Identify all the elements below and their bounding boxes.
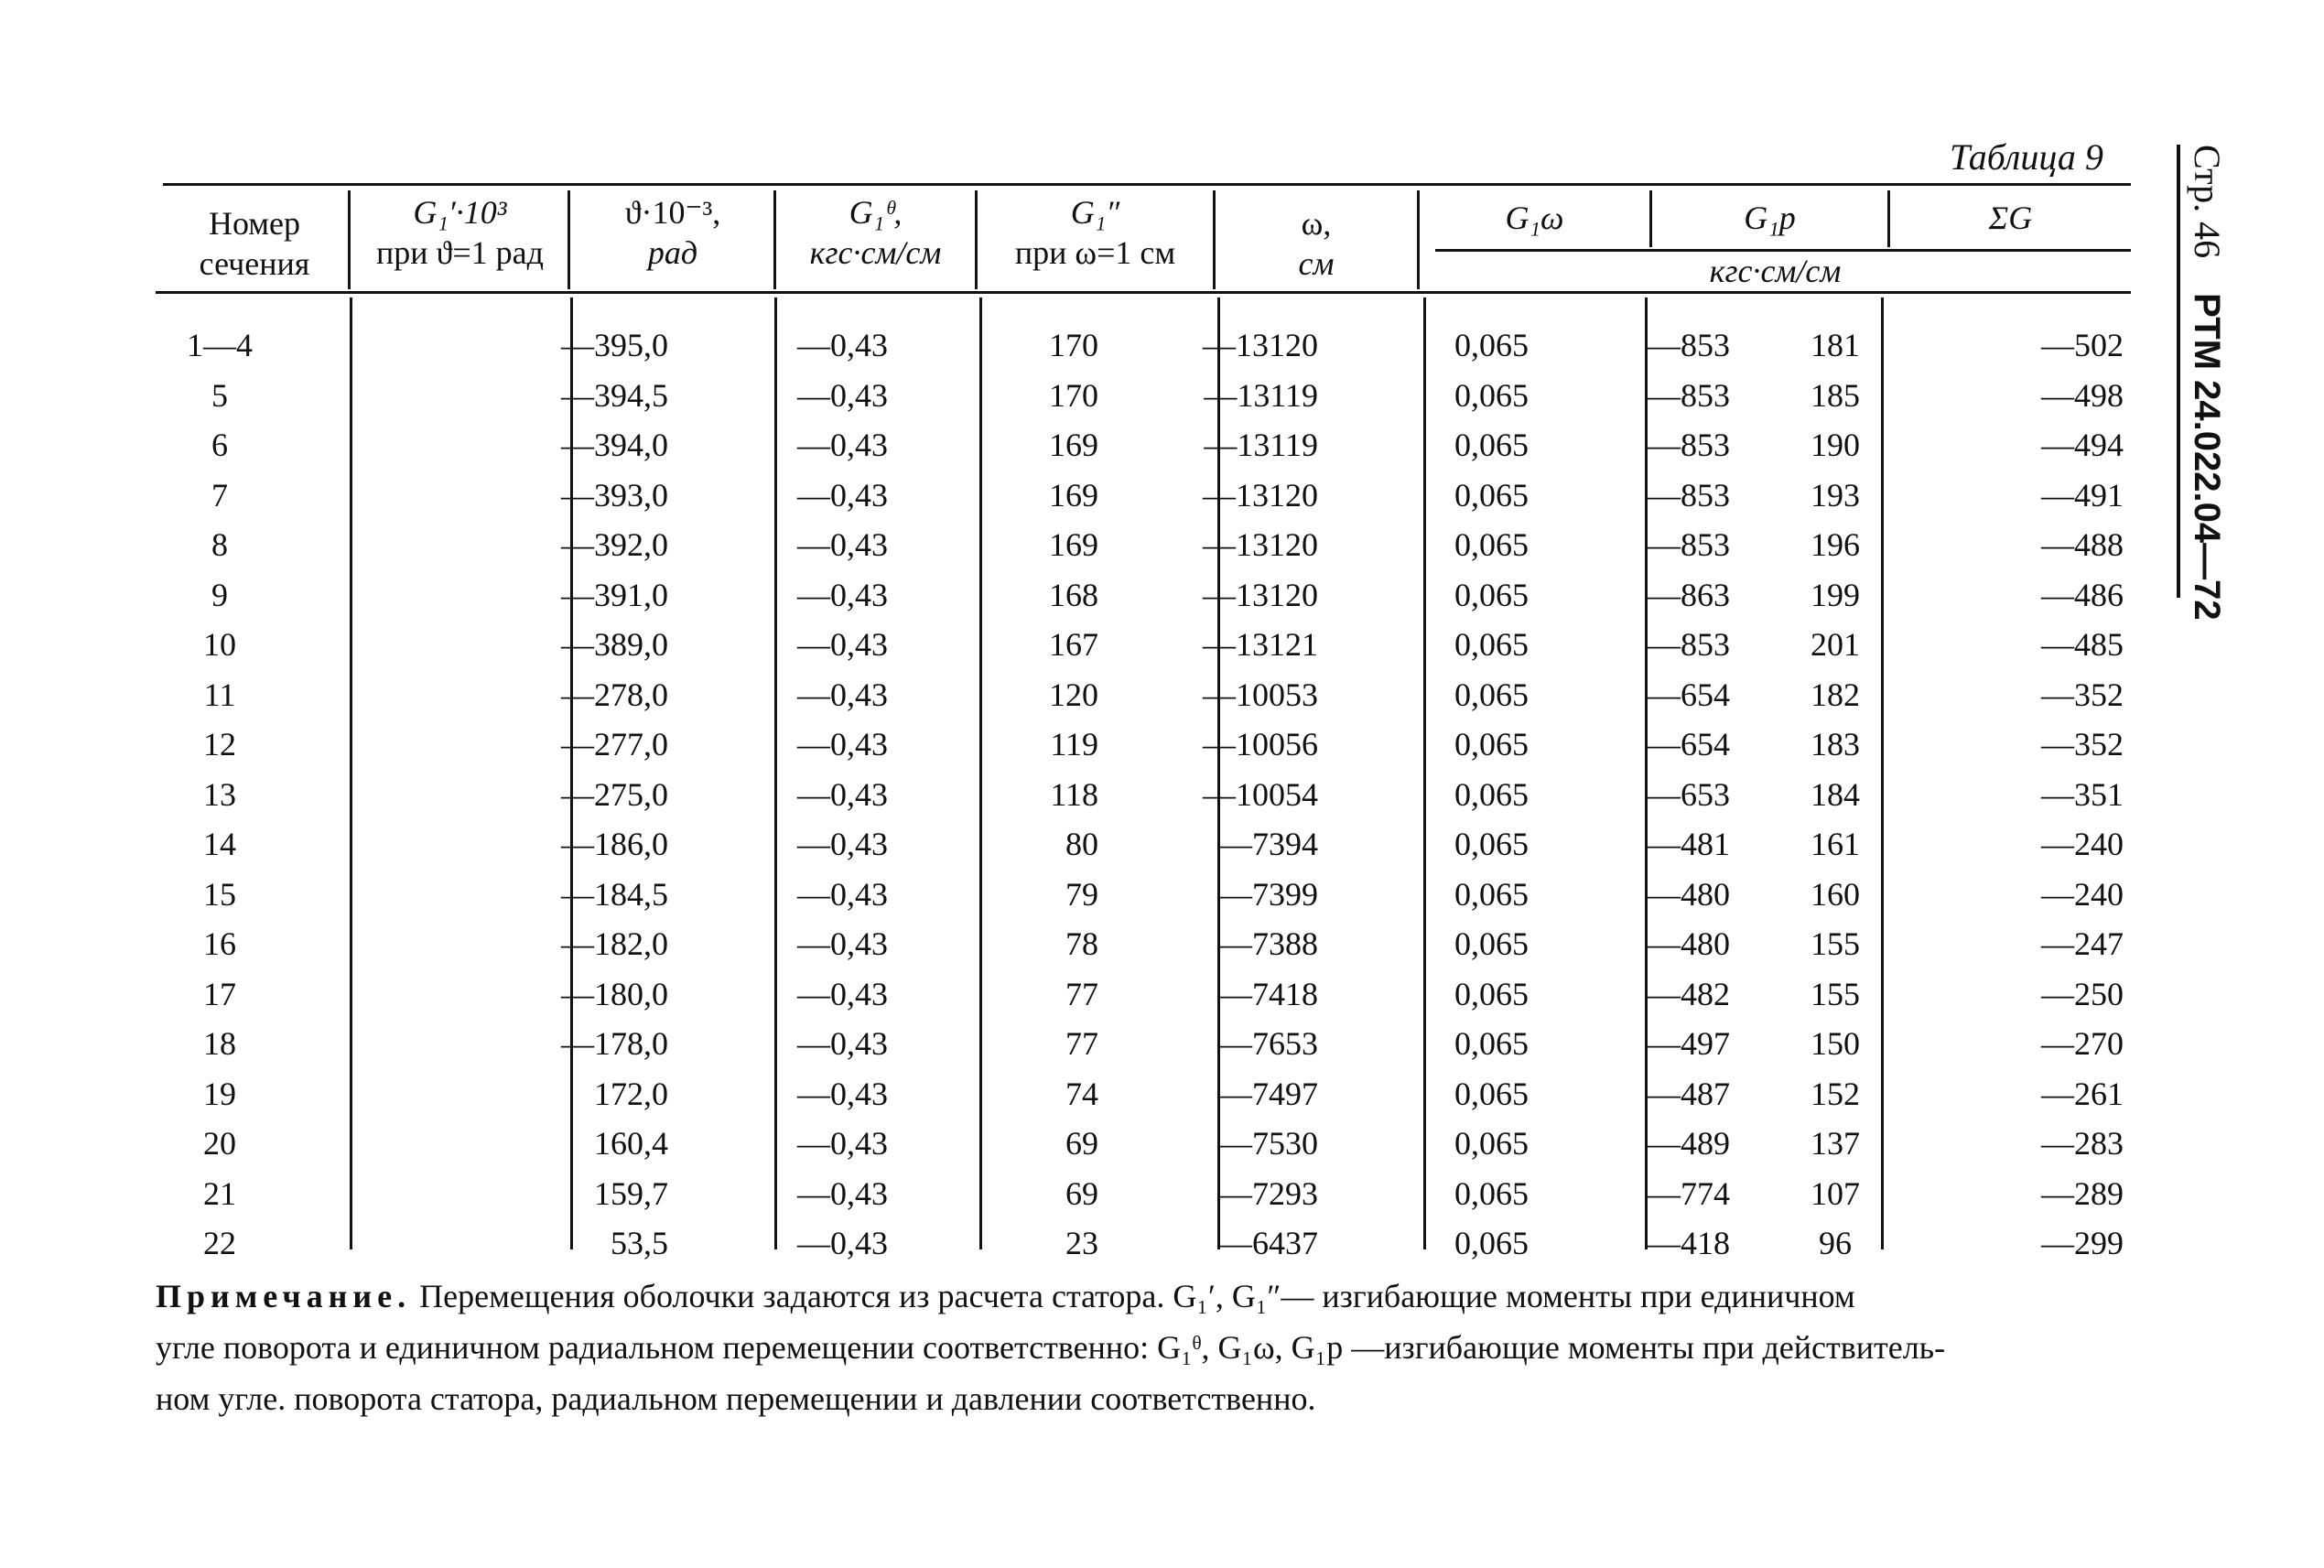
cell-theta: —0,43 <box>797 1125 888 1162</box>
header-g1-p: G₁p <box>1744 200 1796 236</box>
cell-g1-theta: 80 <box>1065 826 1098 862</box>
cell-section-number: 8 <box>211 526 228 563</box>
cell-g1-omega: —489 <box>1648 1125 1730 1162</box>
cell-g1-prime: —186,0 <box>561 826 668 862</box>
cell-g1-p: 199 <box>1811 576 1860 613</box>
cell-g1-theta: 170 <box>1049 327 1098 363</box>
cell-g1-p: 152 <box>1811 1075 1860 1112</box>
cell-g1-prime: 159,7 <box>594 1174 668 1212</box>
header-g1-theta-line2: кгс·см/см <box>809 234 942 271</box>
cell-omega: 0,065 <box>1454 826 1529 862</box>
header-section-number-line2: сечения <box>199 245 310 282</box>
cell-theta: —0,43 <box>797 1075 888 1112</box>
cell-g1-double-prime: —10053 <box>1203 676 1318 713</box>
cell-g1-double-prime: —13120 <box>1203 576 1318 613</box>
cell-theta: —0,43 <box>797 925 888 962</box>
cell-sum-g: —486 <box>2041 576 2124 613</box>
cell-omega: 0,065 <box>1454 1025 1529 1062</box>
cell-g1-prime: 160,4 <box>594 1125 668 1162</box>
footnote <box>156 1271 2124 1424</box>
cell-omega: 0,065 <box>1454 1125 1529 1162</box>
table-row <box>156 320 2124 370</box>
cell-section-number: 18 <box>203 1025 236 1062</box>
cell-g1-omega: —653 <box>1648 775 1730 813</box>
cell-g1-double-prime: —13120 <box>1203 327 1318 363</box>
cell-sum-g: —283 <box>2041 1125 2124 1162</box>
header-g1-theta-line1: G₁ᶿ, <box>849 194 903 231</box>
cell-g1-theta: 169 <box>1049 476 1098 514</box>
cell-g1-prime: —389,0 <box>561 626 668 663</box>
cell-theta: —0,43 <box>797 676 888 713</box>
cell-g1-p: 161 <box>1811 826 1860 862</box>
cell-g1-prime: —184,5 <box>561 875 668 913</box>
cell-g1-double-prime: —13121 <box>1203 626 1318 663</box>
cell-g1-omega: —482 <box>1648 975 1730 1012</box>
footnote-lead: Примечание. <box>156 1278 412 1314</box>
cell-g1-theta: 77 <box>1065 1025 1098 1062</box>
cell-theta: —0,43 <box>797 327 888 363</box>
cell-g1-double-prime: —7293 <box>1219 1174 1318 1212</box>
header-units-span: кгс·см/см <box>1709 253 1842 289</box>
cell-section-number: 10 <box>203 626 236 663</box>
cell-omega: 0,065 <box>1454 626 1529 663</box>
cell-sum-g: —352 <box>2041 676 2124 713</box>
cell-g1-prime: —277,0 <box>561 726 668 762</box>
table-row <box>156 620 2124 669</box>
cell-omega: 0,065 <box>1454 576 1529 613</box>
cell-sum-g: —261 <box>2041 1075 2124 1112</box>
cell-g1-omega: —853 <box>1648 626 1730 663</box>
cell-section-number: 14 <box>203 826 236 862</box>
hdr-vline-2 <box>567 190 570 289</box>
cell-theta: —0,43 <box>797 875 888 913</box>
cell-theta: —0,43 <box>797 775 888 813</box>
cell-g1-prime: —394,0 <box>561 427 668 463</box>
cell-g1-p: 185 <box>1811 376 1860 414</box>
cell-g1-prime: —275,0 <box>561 775 668 813</box>
cell-section-number: 7 <box>211 476 228 514</box>
cell-theta: —0,43 <box>797 975 888 1012</box>
cell-g1-theta: 69 <box>1065 1125 1098 1162</box>
cell-section-number: 13 <box>203 775 236 813</box>
table-row <box>156 870 2124 919</box>
cell-theta: —0,43 <box>797 476 888 514</box>
cell-g1-p: 181 <box>1811 327 1860 363</box>
header-g1-theta <box>776 192 975 273</box>
cell-g1-prime: —393,0 <box>561 476 668 514</box>
cell-omega: 0,065 <box>1454 427 1529 463</box>
table-caption: Таблица 9 <box>1950 136 2103 178</box>
cell-theta: —0,43 <box>797 1025 888 1062</box>
header-omega-line2: см <box>1298 245 1335 282</box>
table-row <box>156 719 2124 769</box>
header-bottom-rule <box>156 291 2131 294</box>
cell-g1-omega: —418 <box>1648 1225 1730 1261</box>
cell-g1-p: 96 <box>1819 1225 1852 1261</box>
footnote-line-2: угле поворота и единичном радиальном перемещении соответственно: G₁ᶿ, G₁ω, G₁p —изгибающие моменты при действитель- <box>156 1329 1946 1366</box>
cell-g1-p: 107 <box>1811 1174 1860 1212</box>
cell-g1-p: 184 <box>1811 775 1860 813</box>
cell-omega: 0,065 <box>1454 327 1529 363</box>
cell-g1-omega: —497 <box>1648 1025 1730 1062</box>
cell-g1-theta: 74 <box>1065 1075 1098 1112</box>
cell-g1-omega: —853 <box>1648 476 1730 514</box>
cell-omega: 0,065 <box>1454 376 1529 414</box>
cell-theta: —0,43 <box>797 576 888 613</box>
cell-sum-g: —240 <box>2041 875 2124 913</box>
cell-section-number: 1—4 <box>187 327 253 363</box>
cell-g1-omega: —853 <box>1648 526 1730 563</box>
header-section-number <box>163 203 346 284</box>
cell-g1-omega: —487 <box>1648 1075 1730 1112</box>
cell-g1-double-prime: —13120 <box>1203 476 1318 514</box>
cell-sum-g: —494 <box>2041 427 2124 463</box>
cell-omega: 0,065 <box>1454 875 1529 913</box>
footnote-line-1 <box>156 1271 2124 1322</box>
cell-g1-omega: —853 <box>1648 427 1730 463</box>
cell-theta: —0,43 <box>797 626 888 663</box>
cell-g1-double-prime: —10054 <box>1203 775 1318 813</box>
cell-section-number: 6 <box>211 427 228 463</box>
table-row <box>156 470 2124 520</box>
cell-g1-p: 193 <box>1811 476 1860 514</box>
cell-g1-double-prime: —7653 <box>1219 1025 1318 1062</box>
table-row <box>156 670 2124 719</box>
cell-section-number: 5 <box>211 376 228 414</box>
cell-g1-p: 137 <box>1811 1125 1860 1162</box>
cell-g1-prime: —278,0 <box>561 676 668 713</box>
cell-omega: 0,065 <box>1454 676 1529 713</box>
cell-g1-theta: 119 <box>1050 726 1098 762</box>
cell-g1-prime: —178,0 <box>561 1025 668 1062</box>
cell-g1-theta: 77 <box>1065 975 1098 1012</box>
cell-g1-p: 196 <box>1811 526 1860 563</box>
hdr-vline-1 <box>348 190 351 289</box>
cell-g1-omega: —774 <box>1648 1174 1730 1212</box>
cell-section-number: 17 <box>203 975 236 1012</box>
cell-g1-omega: —853 <box>1648 327 1730 363</box>
cell-g1-double-prime: —7399 <box>1219 875 1318 913</box>
cell-g1-theta: 167 <box>1049 626 1098 663</box>
cell-g1-prime: —180,0 <box>561 975 668 1012</box>
cell-g1-omega: —654 <box>1648 726 1730 762</box>
cell-omega: 0,065 <box>1454 925 1529 962</box>
cell-omega: 0,065 <box>1454 526 1529 563</box>
cell-g1-double-prime: —6437 <box>1219 1225 1318 1261</box>
cell-sum-g: —240 <box>2041 826 2124 862</box>
header-omega-line1: ω, <box>1301 205 1332 242</box>
header-g1-prime <box>352 192 567 273</box>
cell-g1-p: 183 <box>1811 726 1860 762</box>
cell-section-number: 22 <box>203 1225 236 1261</box>
footnote-line-3: ном угле. поворота статора, радиальном перемещении и давлении соответственно. <box>156 1380 1316 1417</box>
cell-g1-double-prime: —7394 <box>1219 826 1318 862</box>
header-sum-g: ΣG <box>1988 200 2033 236</box>
header-theta-line2: рад <box>647 234 698 271</box>
cell-g1-prime: —392,0 <box>561 526 668 563</box>
cell-g1-theta: 169 <box>1049 427 1098 463</box>
cell-g1-double-prime: —10056 <box>1203 726 1318 762</box>
table-row <box>156 1069 2124 1119</box>
header-g1-prime-line1: G₁′·10³ <box>413 194 507 231</box>
cell-sum-g: —502 <box>2041 327 2124 363</box>
cell-g1-omega: —654 <box>1648 676 1730 713</box>
cell-g1-double-prime: —13119 <box>1204 427 1318 463</box>
cell-g1-double-prime: —7497 <box>1219 1075 1318 1112</box>
page-number: Стр. 46 <box>2187 145 2228 259</box>
header-g1-prime-line2: при ϑ=1 рад <box>376 234 544 271</box>
cell-omega: 0,065 <box>1454 1075 1529 1112</box>
cell-g1-theta: 118 <box>1050 775 1098 813</box>
table-row <box>156 969 2124 1019</box>
cell-g1-double-prime: —7418 <box>1219 975 1318 1012</box>
table-row <box>156 570 2124 620</box>
table-row <box>156 1119 2124 1168</box>
top-rule <box>163 183 2131 186</box>
table-row <box>156 420 2124 470</box>
table-row <box>156 1218 2124 1268</box>
cell-sum-g: —289 <box>2041 1174 2124 1212</box>
cell-theta: —0,43 <box>797 427 888 463</box>
table-row <box>156 919 2124 968</box>
header-g1-double-prime-line2: при ω=1 см <box>1014 234 1176 271</box>
cell-section-number: 15 <box>203 875 236 913</box>
cell-g1-omega: —480 <box>1648 925 1730 962</box>
cell-omega: 0,065 <box>1454 975 1529 1012</box>
cell-sum-g: —485 <box>2041 626 2124 663</box>
table-row <box>156 819 2124 869</box>
cell-g1-theta: 79 <box>1065 875 1098 913</box>
cell-sum-g: —270 <box>2041 1025 2124 1062</box>
cell-theta: —0,43 <box>797 526 888 563</box>
cell-theta: —0,43 <box>797 376 888 414</box>
cell-g1-theta: 69 <box>1065 1174 1098 1212</box>
header-g1-omega: G₁ω <box>1505 200 1564 236</box>
cell-g1-prime: 172,0 <box>594 1075 668 1112</box>
cell-section-number: 11 <box>203 676 236 713</box>
cell-omega: 0,065 <box>1454 775 1529 813</box>
cell-g1-prime: —182,0 <box>561 925 668 962</box>
header-section-number-line1: Номер <box>208 205 301 242</box>
cell-g1-theta: 169 <box>1049 526 1098 563</box>
table-row <box>156 371 2124 420</box>
cell-sum-g: —351 <box>2041 775 2124 813</box>
cell-g1-omega: —863 <box>1648 576 1730 613</box>
cell-g1-double-prime: —7530 <box>1219 1125 1318 1162</box>
cell-g1-p: 182 <box>1811 676 1860 713</box>
cell-g1-p: 160 <box>1811 875 1860 913</box>
cell-g1-omega: —480 <box>1648 875 1730 913</box>
cell-sum-g: —488 <box>2041 526 2124 563</box>
cell-g1-theta: 168 <box>1049 576 1098 613</box>
cell-section-number: 19 <box>203 1075 236 1112</box>
cell-g1-prime: 53,5 <box>611 1225 668 1261</box>
cell-g1-theta: 170 <box>1049 376 1098 414</box>
cell-sum-g: —352 <box>2041 726 2124 762</box>
cell-g1-prime: —391,0 <box>561 576 668 613</box>
cell-sum-g: —491 <box>2041 476 2124 514</box>
table-row <box>156 1169 2124 1218</box>
cell-g1-p: 190 <box>1811 427 1860 463</box>
cell-omega: 0,065 <box>1454 1174 1529 1212</box>
cell-theta: —0,43 <box>797 1225 888 1261</box>
cell-sum-g: —498 <box>2041 376 2124 414</box>
table-row <box>156 1019 2124 1068</box>
cell-theta: —0,43 <box>797 1174 888 1212</box>
cell-g1-theta: 78 <box>1065 925 1098 962</box>
cell-g1-theta: 120 <box>1049 676 1098 713</box>
cell-g1-omega: —481 <box>1648 826 1730 862</box>
cell-section-number: 20 <box>203 1125 236 1162</box>
table-row <box>156 520 2124 569</box>
cell-sum-g: —250 <box>2041 975 2124 1012</box>
cell-theta: —0,43 <box>797 826 888 862</box>
document-code: РТМ 24.022.04—72 <box>2187 293 2227 621</box>
cell-g1-double-prime: —13120 <box>1203 526 1318 563</box>
header-theta-line1: ϑ·10⁻³, <box>624 194 721 231</box>
cell-sum-g: —299 <box>2041 1225 2124 1261</box>
header-g1-double-prime-line1: G₁″ <box>1070 194 1120 231</box>
cell-section-number: 12 <box>203 726 236 762</box>
cell-g1-p: 155 <box>1811 925 1860 962</box>
cell-g1-prime: —394,5 <box>561 376 668 414</box>
cell-g1-p: 155 <box>1811 975 1860 1012</box>
header-omega <box>1216 203 1417 284</box>
footnote-text-1: Перемещения оболочки задаются из расчета статора. G₁′, G₁″— изгибающие моменты при единичном <box>419 1278 1855 1314</box>
cell-g1-prime: —395,0 <box>561 327 668 363</box>
cell-g1-theta: 23 <box>1065 1225 1098 1261</box>
cell-g1-p: 201 <box>1811 626 1860 663</box>
cell-g1-double-prime: —13119 <box>1204 376 1318 414</box>
cell-theta: —0,43 <box>797 726 888 762</box>
cell-omega: 0,065 <box>1454 476 1529 514</box>
cell-omega: 0,065 <box>1454 1225 1529 1261</box>
cell-section-number: 21 <box>203 1174 236 1212</box>
cell-section-number: 16 <box>203 925 236 962</box>
cell-g1-omega: —853 <box>1648 376 1730 414</box>
cell-section-number: 9 <box>211 576 228 613</box>
cell-g1-p: 150 <box>1811 1025 1860 1062</box>
cell-sum-g: —247 <box>2041 925 2124 962</box>
header-g1-double-prime <box>978 192 1213 273</box>
cell-omega: 0,065 <box>1454 726 1529 762</box>
cell-g1-double-prime: —7388 <box>1219 925 1318 962</box>
table-row <box>156 770 2124 819</box>
header-theta <box>572 192 773 273</box>
